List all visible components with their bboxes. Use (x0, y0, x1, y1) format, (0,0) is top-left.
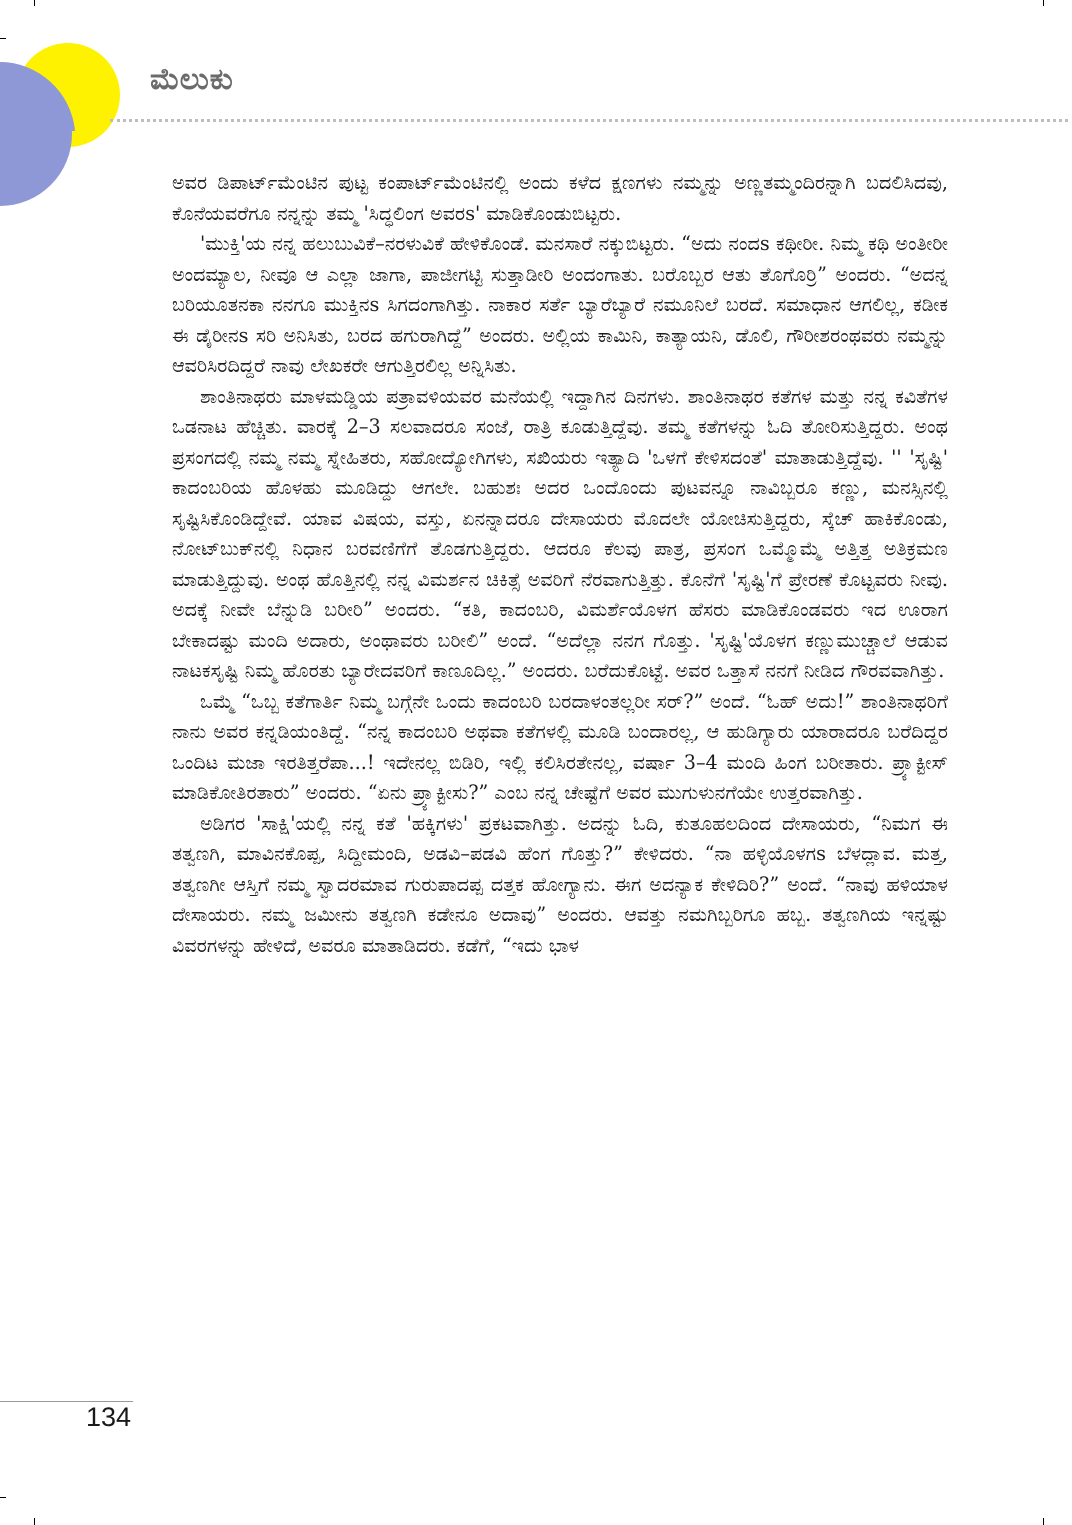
decorative-circles (0, 0, 140, 210)
paragraph-5: ಅಡಿಗರ 'ಸಾಕ್ಷಿ'ಯಲ್ಲಿ ನನ್ನ ಕತೆ 'ಹಕ್ಕಿಗಳು' ಪ್ರಕಟವಾಗಿತ್ತು. ಅದನ್ನು ಓದಿ, ಕುತೂಹಲದಿಂದ ದೇಸಾಯರು, “ನಿಮಗ ಈ ತತ್ವಣಗಿ, ಮಾವಿನಕೊಪ್ಪ, ಸಿದ್ದೀಮಂದಿ, ಅಡವಿ–ಪಡವಿ ಹೆಂಗ ಗೊತ್ತು?” ಕೇಳಿದರು. “ನಾ ಹಳ್ಳಿಯೊಳಗs ಬೆಳದ್ಲಾವ. ಮತ್ತ, ತತ್ವಣಗೀ ಆಸ್ತಿಗೆ ನಮ್ಮ ಸ್ವಾದರಮಾವ ಗುರುಪಾದಪ್ಪ ದತ್ತಕ ಹೋಗ್ಯಾನು. ಈಗ ಅದನ್ಯಾಕ ಕೇಳಿದಿರಿ?” ಅಂದೆ. “ನಾವು ಹಳಿಯಾಳ ದೇಸಾಯರು. ನಮ್ಮ ಜಮೀನು ತತ್ವಣಗಿ ಕಡೇನೂ ಅದಾವು” ಅಂದರು. ಆವತ್ತು ನಮಗಿಬ್ಬರಿಗೂ ಹಬ್ಬ. ತತ್ವಣಗಿಯ ಇನ್ನಷ್ಟು ವಿವರಗಳನ್ನು ಹೇಳಿದೆ, ಅವರೂ ಮಾತಾಡಿದರು. ಕಡೆಗೆ, “ಇದು ಭಾಳ (172, 811, 948, 957)
crop-mark (1043, 1518, 1044, 1525)
crop-mark (34, 1518, 35, 1525)
crop-mark (1043, 0, 1044, 6)
page-number: 134 (86, 1402, 132, 1432)
header-dotted-rule (110, 119, 1068, 122)
paragraph-2: 'ಮುಕ್ತಿ'ಯ ನನ್ನ ಹಲುಬುವಿಕೆ–ನರಳುವಿಕೆ ಹೇಳಿಕೊಂಡೆ. ಮನಸಾರೆ ನಕ್ಕುಬಿಟ್ಟರು. “ಅದು ನಂದs ಕಥೀರೀ. ನಿಮ್ಮ ಕಥಿ ಅಂತೀರೀ ಅಂದಮ್ಯಾಲ, ನೀವೂ ಆ ಎಲ್ಲಾ ಜಾಗಾ, ಪಾಜೀಗಟ್ಟಿ ಸುತ್ತಾಡೀರಿ ಅಂದಂಗಾತು. ಬರೊಬ್ಬರ ಆತು ತೊಗೊರ್ರಿ” ಅಂದರು. “ಅದನ್ನ ಬರಿಯೂತನಕಾ ನನಗೂ ಮುಕ್ತಿನs ಸಿಗದಂಗಾಗಿತ್ತು. ನಾಕಾರ ಸರ್ತೆ ಬ್ಯಾರೆಬ್ಯಾರೆ ನಮೂನಿಲೆ ಬರದೆ. ಸಮಾಧಾನ ಆಗಲಿಲ್ಲ, ಕಡೀಕ ಈ ಡೈರೀನs ಸರಿ ಅನಿಸಿತು, ಬರದ ಹಗುರಾಗಿದ್ದೆ” ಅಂದರು. ಅಲ್ಲಿಯ ಕಾಮಿನಿ, ಕಾತ್ಯಾಯನಿ, ಡೊಲಿ, ಗೌರೀಶರಂಥವರು ನಮ್ಮನ್ನು ಆವರಿಸಿರದಿದ್ದರೆ ನಾವು ಲೇಖಕರೇ ಆಗುತ್ತಿರಲಿಲ್ಲ ಅನ್ನಿಸಿತು. (172, 232, 948, 377)
paragraph-4: ಒಮ್ಮೆ “ಒಬ್ಬ ಕತೆಗಾರ್ತಿ ನಿಮ್ಮ ಬಗ್ಗೆನೇ ಒಂದು ಕಾದಂಬರಿ ಬರದಾಳಂತಲ್ಲರೀ ಸರ್?” ಅಂದೆ. “ಓಹ್ ಅದು!” ಶಾಂತಿನಾಥರಿಗೆ ನಾನು ಅವರ ಕನ್ನಡಿಯಂತಿದ್ದೆ. “ನನ್ನ ಕಾದಂಬರಿ ಅಥವಾ ಕತೆಗಳಲ್ಲಿ ಮೂಡಿ ಬಂದಾರಲ್ಲ, ಆ ಹುಡಿಗ್ಯಾರು ಯಾರಾದರೂ ಬರೆದಿದ್ದರ ಒಂದಿಟ ಮಜಾ ಇರತಿತ್ತರೆಪಾ...! ಇದೇನಲ್ಲ ಬಿಡಿರಿ, ಇಲ್ಲಿ ಕಲಿಸಿರತೇನಲ್ಲ, ವರ್ಷಾ 3–4 ಮಂದಿ ಹಿಂಗ ಬರೀತಾರು. ಪ್ರ್ಯಾಕ್ಟೀಸ್ ಮಾಡಿಕೋತಿರತಾರು” ಅಂದರು. “ಏನು ಪ್ರ್ಯಾಕ್ಟೀಸು?” ಎಂಬ ನನ್ನ ಚೇಷ್ಟೆಗೆ ಅವರ ಮುಗುಳುನಗೆಯೇ ಉತ್ತರವಾಗಿತ್ತು. (172, 689, 948, 804)
crop-mark (0, 1497, 6, 1498)
crop-mark (0, 38, 6, 39)
body-text (172, 168, 948, 961)
paragraph-1: ಅವರ ಡಿಪಾರ್ಟ್‌ಮೆಂಟಿನ ಪುಟ್ಟ ಕಂಪಾರ್ಟ್‌ಮೆಂಟಿನಲ್ಲಿ ಅಂದು ಕಳೆದ ಕ್ಷಣಗಳು ನಮ್ಮನ್ನು ಅಣ್ಣತಮ್ಮಂದಿರನ್ನಾಗಿ ಬದಲಿಸಿದವು, ಕೊನೆಯವರೆಗೂ ನನ್ನನ್ನು ತಮ್ಮ 'ಸಿದ್ಧಲಿಂಗ ಅವರs' ಮಾಡಿಕೊಂಡುಬಿಟ್ಟರು. (172, 171, 948, 225)
crop-mark (34, 0, 35, 6)
running-header-title: ಮೆಲುಕು (150, 62, 234, 97)
paragraph-3: ಶಾಂತಿನಾಥರು ಮಾಳಮಡ್ಡಿಯ ಪತ್ರಾವಳಿಯವರ ಮನೆಯಲ್ಲಿ ಇದ್ದಾಗಿನ ದಿನಗಳು. ಶಾಂತಿನಾಥರ ಕತೆಗಳ ಮತ್ತು ನನ್ನ ಕವಿತೆಗಳ ಒಡನಾಟ ಹೆಚ್ಚಿತು. ವಾರಕ್ಕೆ 2–3 ಸಲವಾದರೂ ಸಂಜೆ, ರಾತ್ರಿ ಕೂಡುತ್ತಿದ್ದೆವು. ತಮ್ಮ ಕತೆಗಳನ್ನು ಓದಿ ತೋರಿಸುತ್ತಿದ್ದರು. ಅಂಥ ಪ್ರಸಂಗದಲ್ಲಿ ನಮ್ಮ ನಮ್ಮ ಸ್ನೇಹಿತರು, ಸಹೋದ್ಯೋಗಿಗಳು, ಸಖಿಯರು ಇತ್ಯಾದಿ 'ಒಳಗೆ ಕೇಳಿಸದಂತೆ' ಮಾತಾಡುತ್ತಿದ್ದೆವು. '' 'ಸೃಷ್ಟಿ' ಕಾದಂಬರಿಯ ಹೊಳಹು ಮೂಡಿದ್ದು ಆಗಲೇ. ಬಹುಶಃ ಅದರ ಒಂದೊಂದು ಪುಟವನ್ನೂ ನಾವಿಬ್ಬರೂ ಕಣ್ಣು, ಮನಸ್ಸಿನಲ್ಲಿ ಸೃಷ್ಟಿಸಿಕೊಂಡಿದ್ದೇವೆ. ಯಾವ ವಿಷಯ, ವಸ್ತು, ಏನನ್ನಾದರೂ ದೇಸಾಯರು ಮೊದಲೇ ಯೋಚಿಸುತ್ತಿದ್ದರು, ಸ್ಕೆಚ್ ಹಾಕಿಕೊಂಡು, ನೋಟ್‌ಬುಕ್‌ನಲ್ಲಿ ನಿಧಾನ ಬರವಣಿಗೆಗೆ ತೊಡಗುತ್ತಿದ್ದರು. ಆದರೂ ಕೆಲವು ಪಾತ್ರ, ಪ್ರಸಂಗ ಒಮ್ಮೊಮ್ಮೆ ಅತ್ತಿತ್ತ ಅತಿಕ್ರಮಣ ಮಾಡುತ್ತಿದ್ದುವು. ಅಂಥ ಹೊತ್ತಿನಲ್ಲಿ ನನ್ನ ವಿಮರ್ಶನ ಚಿಕಿತ್ಸೆ ಅವರಿಗೆ ನೆರವಾಗುತ್ತಿತ್ತು. ಕೊನೆಗೆ 'ಸೃಷ್ಟಿ'ಗೆ ಪ್ರೇರಣೆ ಕೊಟ್ಟವರು ನೀವು. ಅದಕ್ಕೆ ನೀವೇ ಬೆನ್ನುಡಿ ಬರೀರಿ” ಅಂದರು. “ಕತಿ, ಕಾದಂಬರಿ, ವಿಮರ್ಶೆಯೊಳಗ ಹೆಸರು ಮಾಡಿಕೊಂಡವರು ಇದ ಊರಾಗ ಬೇಕಾದಷ್ಟು ಮಂದಿ ಅದಾರು, ಅಂಥಾವರು ಬರೀಲಿ” ಅಂದೆ. “ಅದೆಲ್ಲಾ ನನಗ ಗೊತ್ತು. 'ಸೃಷ್ಟಿ'ಯೊಳಗ ಕಣ್ಣುಮುಚ್ಚಾಲೆ ಆಡುವ ನಾಟಕಸೃಷ್ಟಿ ನಿಮ್ಮ ಹೊರತು ಬ್ಯಾರೇದವರಿಗೆ ಕಾಣೂದಿಲ್ಲ.” ಅಂದರು. ಬರೆದುಕೊಟ್ಟೆ. ಅವರ ಒತ್ತಾಸೆ ನನಗೆ ನೀಡಿದ ಗೌರವವಾಗಿತ್ತು. (172, 384, 948, 682)
